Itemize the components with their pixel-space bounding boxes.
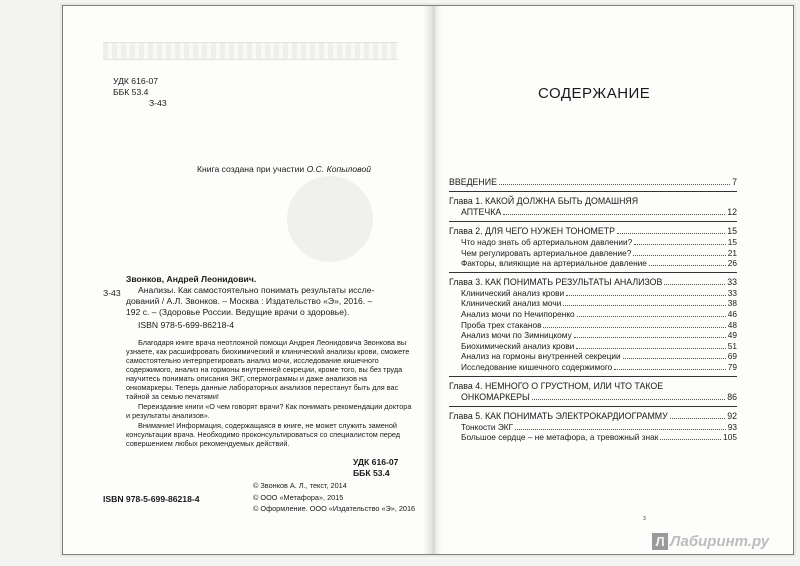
toc-entry-label: Глава 3. КАК ПОНИМАТЬ РЕЗУЛЬТАТЫ АНАЛИЗОВ <box>449 276 663 287</box>
toc-entry-label-cont: ОНКОМАРКЕРЫ <box>461 391 530 402</box>
toc-entry-page: 7 <box>732 177 737 187</box>
toc-title: СОДЕРЖАНИЕ <box>538 85 651 102</box>
author-mark-top: З-43 <box>149 98 167 108</box>
copyright-block <box>253 480 415 515</box>
toc-entry-label: Глава 5. КАК ПОНИМАТЬ ЭЛЕКТРОКАРДИОГРАММУ <box>449 410 668 421</box>
toc-entry-page: 86 <box>727 391 737 402</box>
toc-entry-label: Анализ мочи по Зимницкому <box>461 330 572 341</box>
annotation-block <box>126 338 412 448</box>
copyright-metafora: © ООО «Метафора», 2015 <box>253 492 344 502</box>
toc-entry-label: Биохимический анализ крови <box>461 340 575 351</box>
toc-entry-label: Клинический анализ мочи <box>461 298 562 309</box>
toc-subentry <box>449 258 737 269</box>
toc-entry-label-cont: АПТЕЧКА <box>461 207 502 217</box>
dot-leader <box>577 316 726 317</box>
bleed-through-emblem <box>287 176 373 262</box>
left-page <box>63 6 431 554</box>
toc-entry-label: Большое сердце – не метафора, а тревожный знак <box>461 432 659 443</box>
participation-note <box>197 164 371 175</box>
toc-entry-page: 33 <box>727 276 737 287</box>
table-of-contents <box>449 177 737 443</box>
toc-entry-label: Глава 1. КАКОЙ ДОЛЖНА БЫТЬ ДОМАШНЯЯ <box>449 196 639 206</box>
toc-entry-intro <box>449 177 737 188</box>
dot-leader <box>543 327 725 328</box>
toc-entry-label: Факторы, влияющие на артериальное давление <box>461 258 647 269</box>
site-watermark <box>652 533 769 550</box>
toc-subentry <box>449 320 737 331</box>
participation-prefix: Книга создана при участии <box>197 164 307 174</box>
toc-entry-page: 33 <box>727 287 737 298</box>
dot-leader <box>532 399 725 400</box>
toc-entry-page: 69 <box>727 351 737 362</box>
toc-entry-page: 15 <box>727 237 737 247</box>
toc-entry-label: Чем регулировать артериальное давление? <box>461 247 632 258</box>
toc-entry-label: Проба трех стаканов <box>461 319 542 330</box>
watermark-text: Лабиринт.ру <box>670 533 770 550</box>
toc-subentry <box>449 362 737 373</box>
toc-entry-page: 79 <box>727 361 737 372</box>
book-spread <box>62 5 794 555</box>
toc-entry-label: Что надо знать об артериальном давлении? <box>461 237 633 247</box>
toc-entry-page: 21 <box>727 247 737 258</box>
dot-leader <box>574 337 726 338</box>
toc-subentry <box>449 341 737 352</box>
toc-subentry <box>449 237 737 248</box>
dot-leader <box>633 255 725 256</box>
toc-entry-page: 38 <box>727 298 737 309</box>
toc-entry-chapter-1 <box>449 196 737 218</box>
page-number: 3 <box>643 516 646 522</box>
toc-entry-page: 51 <box>727 340 737 351</box>
author-mark: З-43 <box>103 288 121 298</box>
dot-leader <box>576 348 725 349</box>
toc-entry-page: 49 <box>727 330 737 341</box>
dot-leader <box>566 295 726 296</box>
toc-entry-chapter-2 <box>449 226 737 237</box>
dot-leader <box>503 214 725 215</box>
series-note: Переиздание книги «О чем говорят врачи? Как понимать рекомендации доктора и результаты анализов». <box>126 402 412 420</box>
udk-code-top: УДК 616-07 <box>113 76 159 86</box>
toc-entry-page: 105 <box>723 432 737 443</box>
toc-subentry <box>449 298 737 309</box>
udk-code-bottom: УДК 616-07 <box>353 457 399 467</box>
warning-text: Внимание! Информация, содержащаяся в книге, не может служить заменой консультации врача. Необходимо проконсультироваться со специалистом перед совершением любых рекомендуемых действий. <box>126 421 401 448</box>
toc-subentry <box>449 309 737 320</box>
dot-leader <box>664 284 725 285</box>
isbn-upper: ISBN 978-5-699-86218-4 <box>138 320 235 330</box>
toc-entry-label: Клинический анализ крови <box>461 287 565 298</box>
toc-separator <box>449 221 737 222</box>
toc-subentry <box>449 248 737 259</box>
toc-entry-page: 92 <box>727 410 737 421</box>
dot-leader <box>617 233 725 234</box>
toc-entry-page: 15 <box>727 226 737 236</box>
author-name: Звонков, Андрей Леонидович. <box>126 274 257 284</box>
copyright-design: © Оформление. ООО «Издательство «Э», 2016 <box>253 504 416 513</box>
right-page <box>431 6 793 554</box>
dot-leader <box>515 429 726 430</box>
bib-line-2: дований / А.Л. Звонков. – Москва : Издательство «Э», 2016. – <box>126 296 373 306</box>
toc-entry-page: 46 <box>727 308 737 319</box>
toc-subentry <box>449 351 737 362</box>
toc-entry-label: Исследование кишечного содержимого <box>461 361 613 372</box>
toc-entry-page: 12 <box>727 207 737 217</box>
dot-leader <box>649 265 726 266</box>
dot-leader <box>563 305 725 306</box>
toc-separator <box>449 376 737 377</box>
toc-entry-page: 26 <box>727 258 737 269</box>
isbn-bottom: ISBN 978-5-699-86218-4 <box>103 494 200 504</box>
bib-line-3: 192 с. – (Здоровье России. Ведущие врачи о здоровье). <box>126 307 350 317</box>
toc-subentry <box>449 422 737 433</box>
dot-leader <box>623 358 726 359</box>
toc-separator <box>449 191 737 192</box>
toc-subentry <box>449 288 737 299</box>
dot-leader <box>660 439 721 440</box>
toc-entry-label: Глава 2. ДЛЯ ЧЕГО НУЖЕН ТОНОМЕТР <box>449 226 615 236</box>
toc-entry-label: Глава 4. НЕМНОГО О ГРУСТНОМ, ИЛИ ЧТО ТАКОЕ <box>449 380 664 391</box>
participation-name: О.С. Копыловой <box>306 164 372 174</box>
dot-leader <box>499 184 730 185</box>
toc-entry-label: Тонкости ЭКГ <box>461 421 514 432</box>
annotation-text: Благодаря книге врача неотложной помощи Андрея Леонидовича Звонкова вы узнаете, как расшифровать биохимический и клинический анализы крови, сможете самостоятельно интерпретировать анализ мочи, исследование кишечного содержимого, анализ на гормоны внутренней секреции, кроме того, вы без труда научитесь понимать описания ЭКГ, спермограммы и даже анализов на онкомаркеры. Теперь данные лабораторных анализов перестанут быть для вас тайной за семью печатями! <box>126 338 410 401</box>
toc-subentry <box>449 432 737 443</box>
toc-entry-chapter-4 <box>449 381 737 403</box>
toc-entry-label: Анализ мочи по Нечипоренко <box>461 308 575 319</box>
toc-separator <box>449 272 737 273</box>
toc-entry-chapter-5 <box>449 411 737 422</box>
toc-entry-label: Анализ на гормоны внутренней секреции <box>461 351 621 362</box>
dot-leader <box>634 244 726 245</box>
watermark-badge-icon: Л <box>652 533 668 550</box>
bbk-code-top: ББК 53.4 <box>113 87 149 97</box>
toc-entry-page: 48 <box>727 319 737 330</box>
toc-entry-page: 93 <box>727 421 737 432</box>
copyright-text-author: © Звонков А. Л., текст, 2014 <box>253 481 347 490</box>
toc-separator <box>449 406 737 407</box>
toc-subentry <box>449 330 737 341</box>
bbk-code-bottom: ББК 53.4 <box>353 468 390 478</box>
dot-leader <box>670 418 725 419</box>
bleed-through-banner <box>103 42 398 60</box>
toc-entry-chapter-3 <box>449 277 737 288</box>
toc-entry-label: ВВЕДЕНИЕ <box>449 177 497 187</box>
dot-leader <box>614 369 725 370</box>
bib-line-1: Анализы. Как самостоятельно понимать результаты иссле- <box>138 285 375 295</box>
